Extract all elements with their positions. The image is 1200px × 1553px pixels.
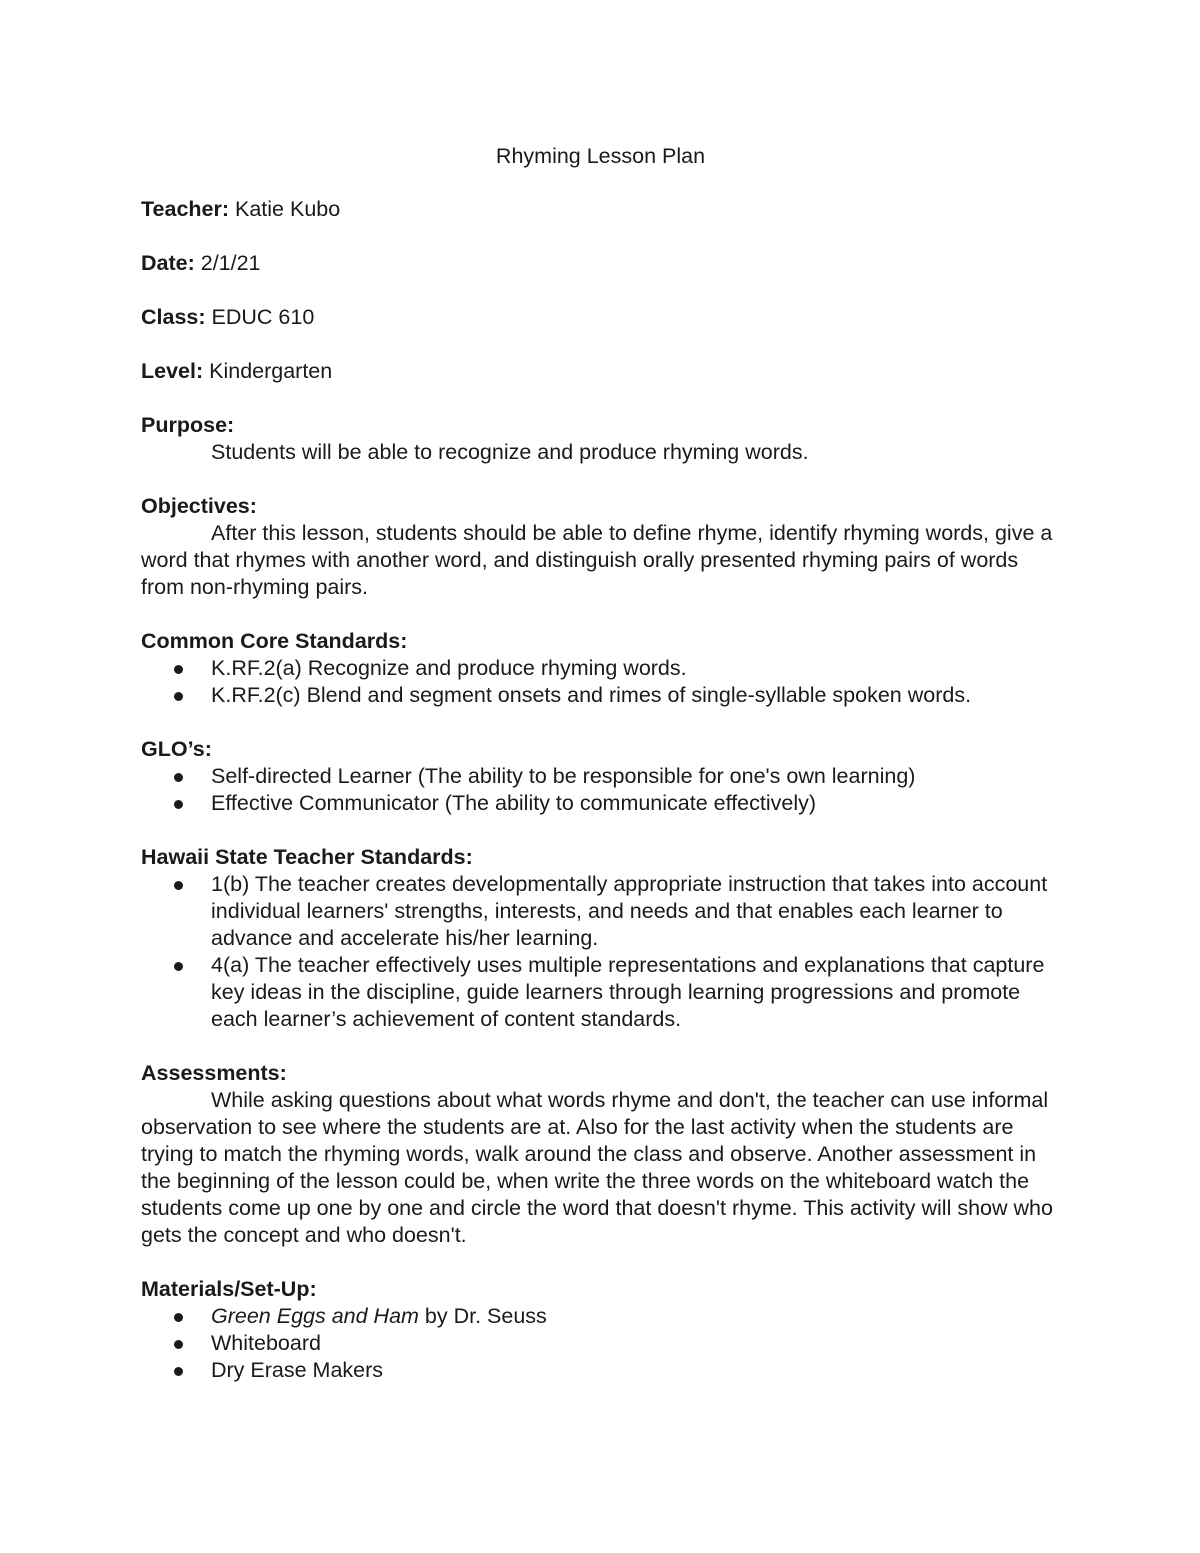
level-value: Kindergarten <box>203 359 333 383</box>
list-item <box>141 682 1060 709</box>
objectives-heading: Objectives: <box>141 494 257 518</box>
list-item-text: Self-directed Learner (The ability to be responsible for one's own learning) <box>211 764 916 788</box>
level-label: Level: <box>141 359 204 383</box>
objectives-section <box>141 493 1060 601</box>
bullet-icon <box>174 773 183 782</box>
list-item <box>141 871 1060 952</box>
list-item <box>141 1303 1060 1330</box>
list-item-text: K.RF.2(c) Blend and segment onsets and rimes of single-syllable spoken words. <box>211 683 972 707</box>
objectives-text: After this lesson, students should be able to define rhyme, identify rhyming words, give a word that rhymes with another word, and distinguish orally presented rhyming pairs of words from non-rhyming pairs. <box>141 521 1053 599</box>
date-field <box>141 250 1060 277</box>
book-author: by Dr. Seuss <box>418 1304 547 1328</box>
list-item <box>141 655 1060 682</box>
level-field <box>141 358 1060 385</box>
purpose-heading: Purpose: <box>141 413 235 437</box>
list-item <box>141 763 1060 790</box>
list-item <box>141 1357 1060 1384</box>
assessments-heading: Assessments: <box>141 1061 287 1085</box>
materials-heading: Materials/Set-Up: <box>141 1277 317 1301</box>
class-label: Class: <box>141 305 206 329</box>
list-item <box>141 790 1060 817</box>
book-title: Green Eggs and Ham <box>211 1304 419 1328</box>
purpose-section <box>141 412 1060 466</box>
teacher-value: Katie Kubo <box>229 197 341 221</box>
common-core-section <box>141 628 1060 709</box>
bullet-icon <box>174 1313 183 1322</box>
class-field <box>141 304 1060 331</box>
list-item-text: Dry Erase Makers <box>211 1358 384 1382</box>
bullet-icon <box>174 962 183 971</box>
purpose-text: Students will be able to recognize and produce rhyming words. <box>211 440 809 464</box>
bullet-icon <box>174 1367 183 1376</box>
list-item-text: Effective Communicator (The ability to communicate effectively) <box>211 791 817 815</box>
bullet-icon <box>174 1340 183 1349</box>
teacher-label: Teacher: <box>141 197 230 221</box>
document-title: Rhyming Lesson Plan <box>495 144 706 168</box>
list-item-text: 4(a) The teacher effectively uses multiple representations and explanations that capture key ideas in the discipline, guide learners through learning progressions and promote each learner’s achievement of content standards. <box>211 953 1045 1031</box>
list-item <box>141 952 1060 1033</box>
assessments-text: While asking questions about what words rhyme and don't, the teacher can use informal observation to see where the students are at. Also for the last activity when the students are trying to match the rhyming words, walk around the class and observe. Another assessment in the beginning of the lesson could be, when write the three words on the whiteboard watch the students come up one by one and circle the word that doesn't rhyme. This activity will show who gets the concept and who doesn't. <box>141 1088 1053 1247</box>
date-value: 2/1/21 <box>194 251 261 275</box>
list-item-text: K.RF.2(a) Recognize and produce rhyming words. <box>211 656 687 680</box>
bullet-icon <box>174 665 183 674</box>
materials-section <box>141 1276 1060 1384</box>
list-item-text: Whiteboard <box>211 1331 321 1355</box>
common-core-heading: Common Core Standards: <box>141 629 408 653</box>
glos-list <box>141 763 1060 817</box>
list-item-text: 1(b) The teacher creates developmentally appropriate instruction that takes into account individual learners' strengths, interests, and needs and that enables each learner to advance and accelerate his/her learning. <box>211 872 1048 950</box>
common-core-list <box>141 655 1060 709</box>
materials-list <box>141 1303 1060 1384</box>
hawaii-standards-heading: Hawaii State Teacher Standards: <box>141 845 473 869</box>
bullet-icon <box>174 881 183 890</box>
hawaii-standards-section <box>141 844 1060 1033</box>
glos-section <box>141 736 1060 817</box>
glos-heading: GLO’s: <box>141 737 212 761</box>
class-value: EDUC 610 <box>205 305 315 329</box>
teacher-field <box>141 196 1060 223</box>
bullet-icon <box>174 800 183 809</box>
hawaii-standards-list <box>141 871 1060 1033</box>
bullet-icon <box>174 692 183 701</box>
list-item <box>141 1330 1060 1357</box>
date-label: Date: <box>141 251 195 275</box>
assessments-section <box>141 1060 1060 1249</box>
